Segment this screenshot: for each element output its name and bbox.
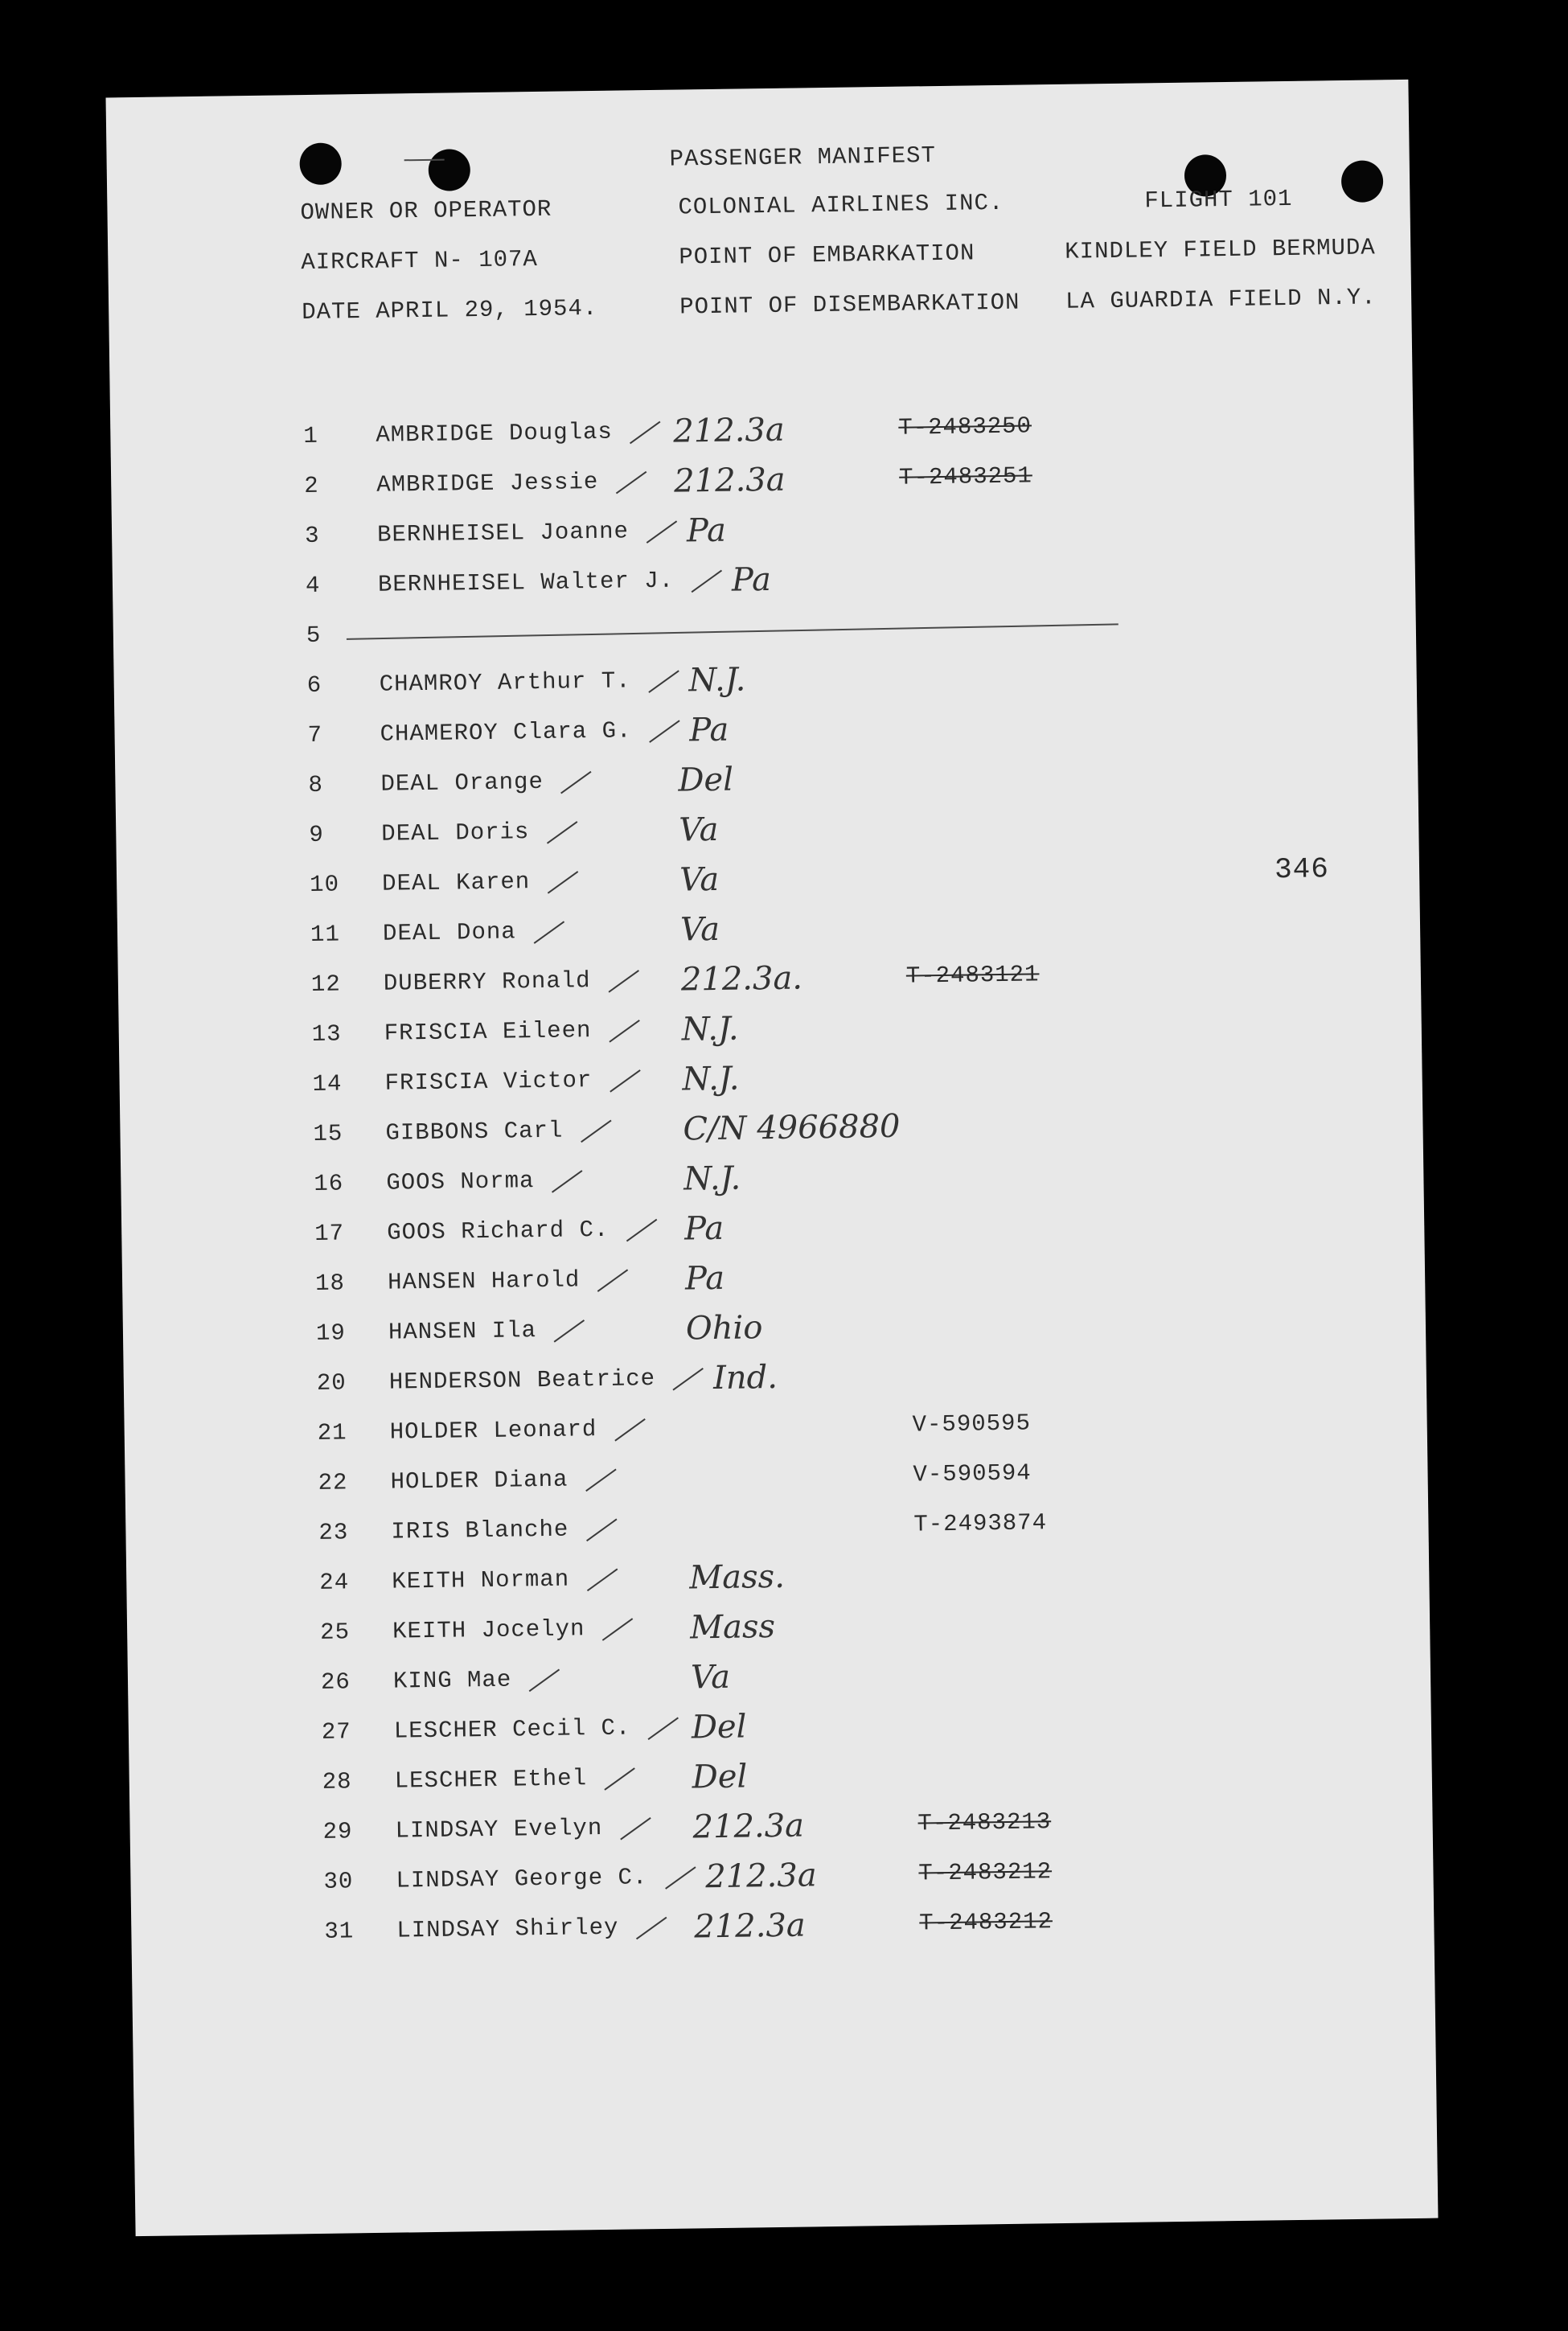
passenger-name: LESCHER Cecil C. [393, 1714, 631, 1745]
check-mark [554, 1319, 585, 1343]
table-row [126, 1554, 1430, 1613]
passenger-name: HENDERSON Beatrice [388, 1365, 656, 1396]
handwritten-note: Pa [686, 511, 727, 550]
check-mark [630, 421, 660, 445]
check-mark [616, 471, 646, 495]
handwritten-note: N.J. [682, 1060, 740, 1098]
table-row [125, 1455, 1428, 1513]
passenger-number: 2 [304, 472, 319, 500]
disembarkation-value: LA GUARDIA FIELD N.Y. [1065, 284, 1377, 315]
handwritten-note: Pa [684, 1259, 725, 1298]
table-row [124, 1355, 1427, 1414]
aircraft-id: AIRCRAFT N- 107A [301, 245, 539, 277]
document-number: T-2483212 [918, 1858, 1053, 1887]
check-mark [636, 1917, 667, 1940]
table-row [121, 1205, 1425, 1264]
passenger-name: GOOS Richard C. [387, 1216, 610, 1246]
table-row [117, 906, 1421, 965]
table-row [110, 408, 1414, 466]
document-number: T-2483250 [898, 412, 1032, 441]
handwritten-note: 212.3a [704, 1857, 817, 1896]
punch-hole [1341, 160, 1384, 203]
table-row [112, 507, 1415, 566]
check-mark [692, 570, 722, 593]
manifest-title: PASSENGER MANIFEST [669, 142, 937, 173]
passenger-number: 18 [314, 1270, 346, 1297]
table-row [129, 1804, 1433, 1862]
passenger-name: BERNHEISEL Walter J. [377, 567, 675, 598]
passenger-number: 23 [318, 1519, 349, 1546]
passenger-name: CHAMEROY Clara G. [380, 717, 632, 748]
handwritten-note: Va [690, 1658, 731, 1697]
handwritten-note: Ind. [712, 1358, 778, 1397]
document-number: T-2483213 [917, 1808, 1052, 1837]
handwritten-note: Pa [689, 711, 729, 749]
passenger-name: LINDSAY George C. [396, 1864, 648, 1894]
check-mark [597, 1269, 628, 1292]
handwritten-note: Mass [689, 1608, 776, 1647]
check-mark [529, 1669, 560, 1693]
table-row [115, 757, 1418, 815]
passenger-number: 12 [310, 971, 341, 998]
handwritten-note: N.J. [683, 1159, 741, 1198]
table-row [119, 1056, 1422, 1114]
handwritten-note: Pa [731, 560, 772, 599]
passenger-name: LESCHER Ethel [394, 1765, 588, 1795]
handwritten-note: N.J. [688, 661, 746, 700]
table-row [118, 956, 1422, 1015]
check-mark [560, 771, 591, 794]
check-mark [608, 970, 638, 993]
punch-hole [299, 142, 342, 185]
handwritten-note: 212.3a [673, 461, 786, 500]
passenger-number: 14 [312, 1070, 343, 1098]
table-row [128, 1654, 1431, 1713]
handwritten-note: Del [691, 1708, 747, 1746]
passenger-name: KING Mae [392, 1666, 512, 1695]
table-row [117, 856, 1420, 915]
handwritten-note: Va [678, 811, 719, 849]
passenger-number: 17 [314, 1220, 345, 1247]
check-mark [626, 1219, 657, 1242]
check-mark [548, 871, 578, 894]
check-mark [586, 1519, 617, 1542]
crossed-out-line [347, 623, 1119, 639]
passenger-number: 6 [306, 671, 322, 700]
handwritten-note: Ohio [685, 1309, 763, 1348]
passenger-number: 25 [319, 1619, 351, 1646]
passenger-number: 27 [321, 1718, 351, 1746]
passenger-number: 11 [310, 921, 341, 948]
check-mark [547, 821, 577, 844]
table-row [125, 1405, 1428, 1463]
table-row [121, 1155, 1424, 1214]
passenger-number: 8 [308, 771, 324, 799]
check-mark [609, 1020, 639, 1043]
owner-value: COLONIAL AIRLINES INC. [678, 189, 1004, 221]
table-row [129, 1704, 1432, 1763]
passenger-name: AMBRIDGE Jessie [376, 468, 599, 499]
table-row [122, 1255, 1426, 1314]
passenger-name: FRISCIA Eileen [384, 1017, 592, 1047]
passenger-number: 24 [319, 1569, 350, 1596]
check-mark [605, 1767, 635, 1791]
passenger-name: GOOS Norma [386, 1168, 535, 1196]
handwritten-note: N.J. [681, 1010, 739, 1049]
table-row [113, 607, 1417, 666]
passenger-name: DUBERRY Ronald [383, 967, 591, 997]
handwritten-note: 212.3a. [680, 959, 803, 999]
handwritten-note: Va [679, 910, 720, 949]
handwritten-note: Del [692, 1758, 748, 1796]
embarkation-value: KINDLEY FIELD BERMUDA [1065, 234, 1376, 265]
passenger-name: HANSEN Ila [388, 1317, 537, 1346]
flight-date: DATE APRIL 29, 1954. [302, 294, 598, 326]
passenger-name: HOLDER Leonard [389, 1416, 597, 1446]
passenger-number: 29 [322, 1818, 353, 1845]
table-row [125, 1504, 1429, 1563]
passenger-number: 31 [324, 1918, 355, 1945]
table-row [113, 557, 1416, 616]
passenger-number: 7 [307, 721, 323, 749]
check-mark [673, 1368, 704, 1391]
table-row [131, 1903, 1435, 1962]
check-mark [614, 1418, 645, 1442]
passenger-number: 19 [315, 1319, 347, 1347]
passenger-name: KEITH Jocelyn [392, 1615, 585, 1645]
passenger-number: 13 [311, 1020, 342, 1048]
check-mark [552, 1170, 582, 1193]
table-row [127, 1604, 1430, 1663]
check-mark [648, 1717, 679, 1740]
owner-label: OWNER OR OPERATOR [300, 195, 552, 227]
passenger-name: IRIS Blanche [391, 1516, 569, 1545]
flight-number: FLIGHT 101 [1144, 185, 1293, 215]
table-row [123, 1305, 1426, 1364]
passenger-number: 20 [316, 1369, 347, 1397]
passenger-number: 3 [304, 522, 320, 550]
check-mark [533, 921, 564, 944]
handwritten-note: Mass. [688, 1557, 786, 1597]
document-number: T-2483121 [905, 961, 1040, 990]
passenger-name: DEAL Dona [382, 918, 516, 947]
check-mark [648, 670, 679, 693]
disembarkation-label: POINT OF DISEMBARKATION [679, 289, 1020, 321]
handwritten-note: 212.3a [694, 1906, 807, 1946]
table-row [114, 657, 1418, 716]
check-mark [646, 520, 677, 544]
table-row [111, 458, 1414, 516]
handwritten-note: 212.3a [692, 1807, 805, 1846]
check-mark [602, 1618, 633, 1641]
manifest-sheet [106, 80, 1439, 2236]
handwritten-note: Del [678, 761, 734, 799]
check-mark [649, 720, 679, 743]
page-stamp-number: 346 [1274, 852, 1330, 887]
check-mark [585, 1469, 616, 1492]
passenger-number: 30 [323, 1868, 354, 1895]
punch-hole [428, 149, 470, 191]
passenger-number: 9 [309, 821, 324, 848]
embarkation-label: POINT OF EMBARKATION [679, 240, 975, 271]
passenger-name: DEAL Karen [381, 868, 531, 897]
handwritten-note: C/N 4966880 [683, 1107, 901, 1148]
document-number: V-590594 [913, 1459, 1032, 1488]
passenger-name: HOLDER Diana [390, 1466, 569, 1496]
passenger-number: 22 [318, 1469, 348, 1496]
document-number: T-2483251 [898, 462, 1033, 491]
passenger-name: DEAL Orange [380, 768, 544, 798]
handwritten-note: Pa [683, 1209, 724, 1248]
table-row [129, 1754, 1433, 1812]
passenger-name: LINDSAY Shirley [396, 1914, 619, 1944]
passenger-name: DEAL Doris [381, 819, 530, 847]
check-mark [587, 1569, 618, 1592]
check-mark [581, 1120, 611, 1143]
handwritten-note: Va [679, 860, 720, 899]
passenger-number: 21 [317, 1419, 347, 1447]
table-row [130, 1853, 1434, 1912]
passenger-number: 1 [303, 422, 319, 450]
passenger-name: GIBBONS Carl [385, 1117, 564, 1147]
passenger-number: 4 [305, 572, 321, 600]
handwritten-note: 212.3a [673, 411, 786, 450]
passenger-number: 26 [320, 1668, 351, 1696]
check-mark [610, 1069, 640, 1093]
passenger-number: 10 [309, 871, 340, 898]
document-number: T-2493874 [913, 1509, 1048, 1538]
passenger-number: 16 [314, 1170, 344, 1197]
table-row [119, 1006, 1422, 1065]
passenger-number: 15 [313, 1120, 343, 1147]
passenger-name: LINDSAY Evelyn [395, 1815, 603, 1845]
passenger-name: KEITH Norman [392, 1566, 570, 1595]
passenger-number: 28 [322, 1768, 352, 1795]
passenger-name: CHAMROY Arthur T. [379, 667, 631, 698]
document-number: T-2483212 [919, 1908, 1053, 1937]
passenger-name: AMBRIDGE Douglas [376, 418, 614, 449]
table-row [120, 1106, 1423, 1164]
table-row [116, 806, 1419, 865]
check-mark [665, 1866, 696, 1890]
table-row [114, 707, 1418, 765]
check-mark [620, 1817, 651, 1841]
passenger-name: FRISCIA Victor [384, 1067, 593, 1097]
passenger-name: BERNHEISEL Joanne [376, 518, 630, 548]
passenger-name: HANSEN Harold [387, 1266, 581, 1296]
passenger-number: 5 [306, 622, 322, 650]
document-number: V-590595 [912, 1410, 1032, 1438]
